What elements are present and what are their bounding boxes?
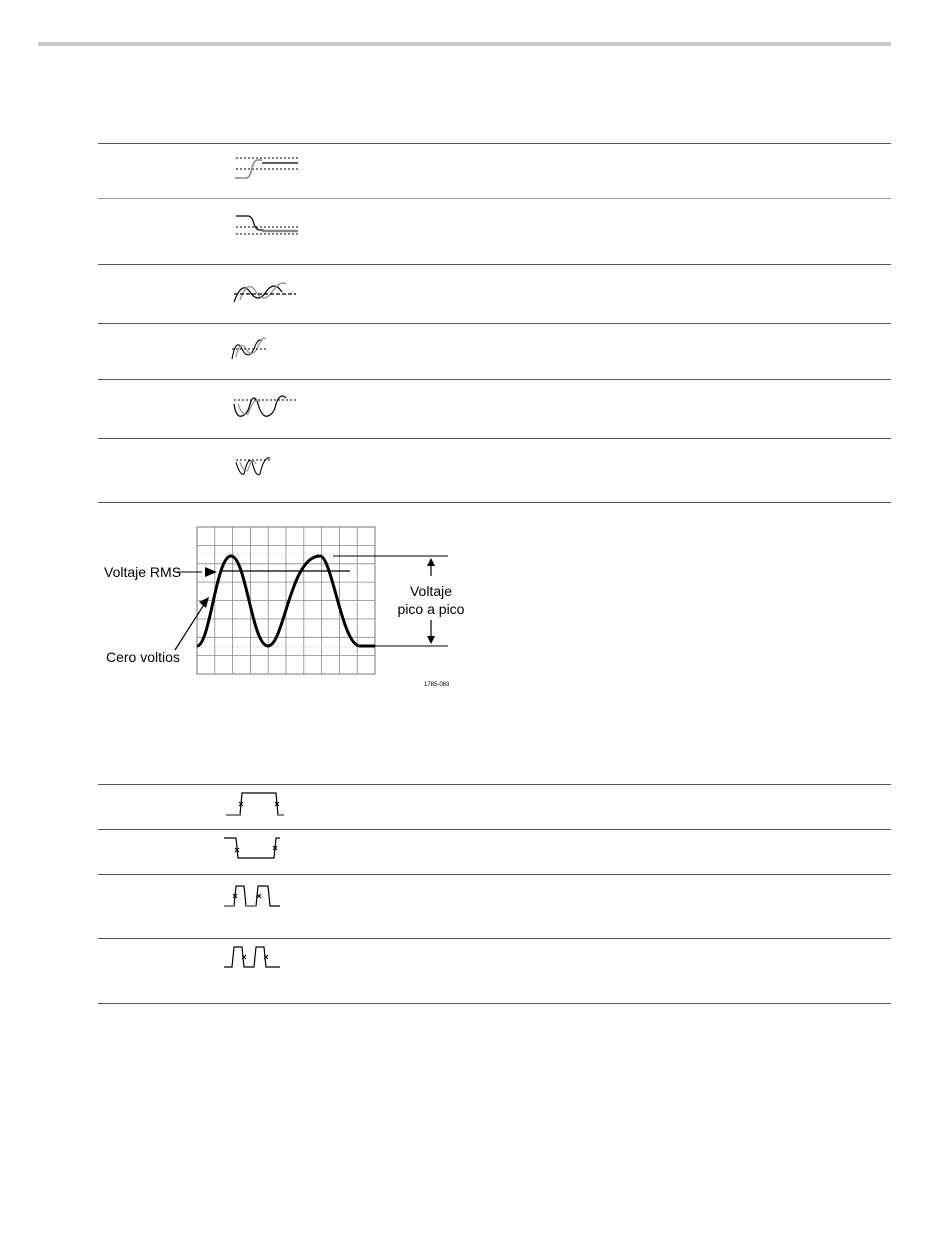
table2-bottom-rule [98,1003,891,1004]
table-row-divider [98,874,891,875]
table-row-divider [98,829,891,830]
p2p-label-line1: Voltaje [409,583,453,599]
mean-icon [222,333,302,363]
rms-icon [222,452,302,482]
table2-top-rule [98,784,891,785]
positive-duty-cycle-icon [222,880,302,910]
figure-code: 1785-083 [424,682,450,688]
p2p-label-line2: pico a pico [397,601,465,617]
negative-duty-cycle-icon [222,943,302,973]
graticule [197,527,375,674]
zero-arrowhead [199,597,209,608]
table-row-divider [98,323,891,324]
falling-transition-icon [222,212,302,242]
rising-transition-icon [222,152,302,182]
cycle-mean-icon [222,276,302,306]
positive-pulse-width-icon [222,789,302,819]
zero-volts-label: Cero voltios [106,649,180,665]
p2p-upper-arrowhead [427,558,435,566]
p2p-lower-arrowhead [427,636,435,644]
table-row-divider [98,198,891,199]
rms-label: Voltaje RMS [104,564,182,580]
table-row-divider [98,379,891,380]
cycle-rms-icon [222,392,302,422]
table1-top-rule [98,143,891,144]
table-row-divider [98,438,891,439]
table-row-divider [98,264,891,265]
negative-pulse-width-icon [222,834,302,864]
header-rule [38,42,891,46]
table1-bottom-rule [98,502,891,503]
voltage-waveform-figure [98,520,468,695]
table-row-divider [98,938,891,939]
